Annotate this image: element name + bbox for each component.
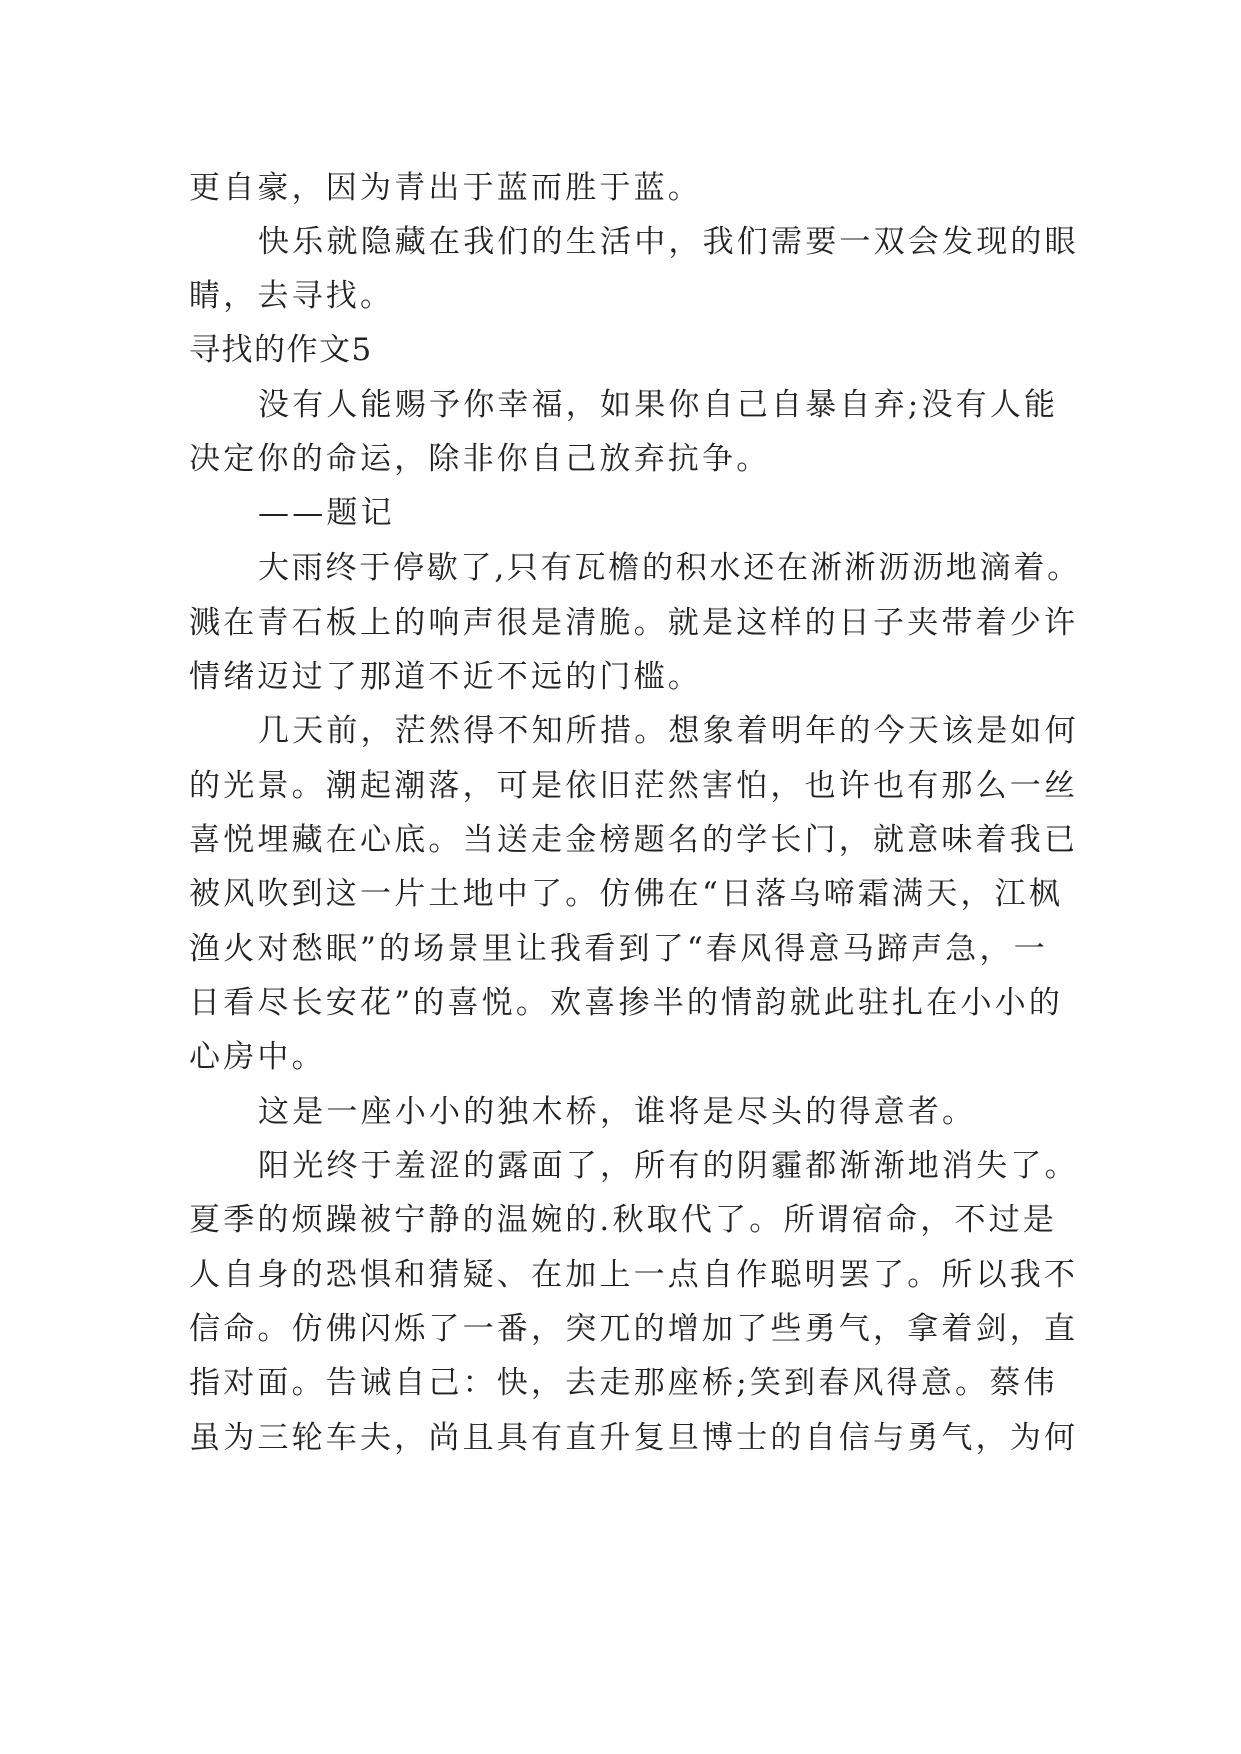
text-line: 几天前，茫然得不知所措。想象着明年的今天该是如何 bbox=[258, 713, 1079, 749]
text-line: 溅在青石板上的响声很是清脆。就是这样的日子夹带着少许 bbox=[189, 605, 1079, 641]
text-line: 心房中。 bbox=[189, 1039, 326, 1075]
text-line: 快乐就隐藏在我们的生活中，我们需要一双会发现的眼 bbox=[258, 224, 1079, 260]
text-line: 情绪迈过了那道不近不远的门槛。 bbox=[189, 659, 702, 695]
text-line: 被风吹到这一片土地中了。仿佛在“日落乌啼霜满天，江枫 bbox=[189, 876, 1064, 912]
text-line: 信命。仿佛闪烁了一番，突兀的增加了些勇气，拿着剑，直 bbox=[189, 1311, 1079, 1347]
text-line: 的光景。潮起潮落，可是依旧茫然害怕，也许也有那么一丝 bbox=[189, 768, 1079, 804]
text-line: 喜悦埋藏在心底。当送走金榜题名的学长门，就意味着我已 bbox=[189, 822, 1079, 858]
text-line: 没有人能赐予你幸福，如果你自己自暴自弃;没有人能 bbox=[258, 387, 1059, 423]
text-line: 大雨终于停歇了,只有瓦檐的积水还在淅淅沥沥地滴着。 bbox=[258, 550, 1081, 586]
text-line: 渔火对愁眠”的场景里让我看到了“春风得意马蹄声急，一 bbox=[189, 931, 1048, 967]
text-line: 指对面。告诫自己：快，去走那座桥;笑到春风得意。蔡伟 bbox=[189, 1365, 1058, 1401]
text-line: 睛，去寻找。 bbox=[189, 278, 395, 314]
text-line: 决定你的命运，除非你自己放弃抗争。 bbox=[189, 441, 771, 477]
text-line: 夏季的烦躁被宁静的温婉的.秋取代了。所谓宿命，不过是 bbox=[189, 1202, 1058, 1238]
text-line: 日看尽长安花”的喜悦。欢喜掺半的情韵就此驻扎在小小的 bbox=[189, 985, 1064, 1021]
text-line: 更自豪，因为青出于蓝而胜于蓝。 bbox=[189, 170, 702, 206]
section-heading: 寻找的作文5 bbox=[189, 332, 373, 368]
text-line: 人自身的恐惧和猜疑、在加上一点自作聪明罢了。所以我不 bbox=[189, 1257, 1079, 1293]
text-line: 阳光终于羞涩的露面了，所有的阴霾都渐渐地消失了。 bbox=[258, 1148, 1079, 1184]
text-line: 虽为三轮车夫，尚且具有直升复旦博士的自信与勇气，为何 bbox=[189, 1420, 1079, 1456]
text-line: 这是一座小小的独木桥，谁将是尽头的得意者。 bbox=[258, 1094, 977, 1130]
epigraph-attribution: ——题记 bbox=[258, 495, 395, 531]
